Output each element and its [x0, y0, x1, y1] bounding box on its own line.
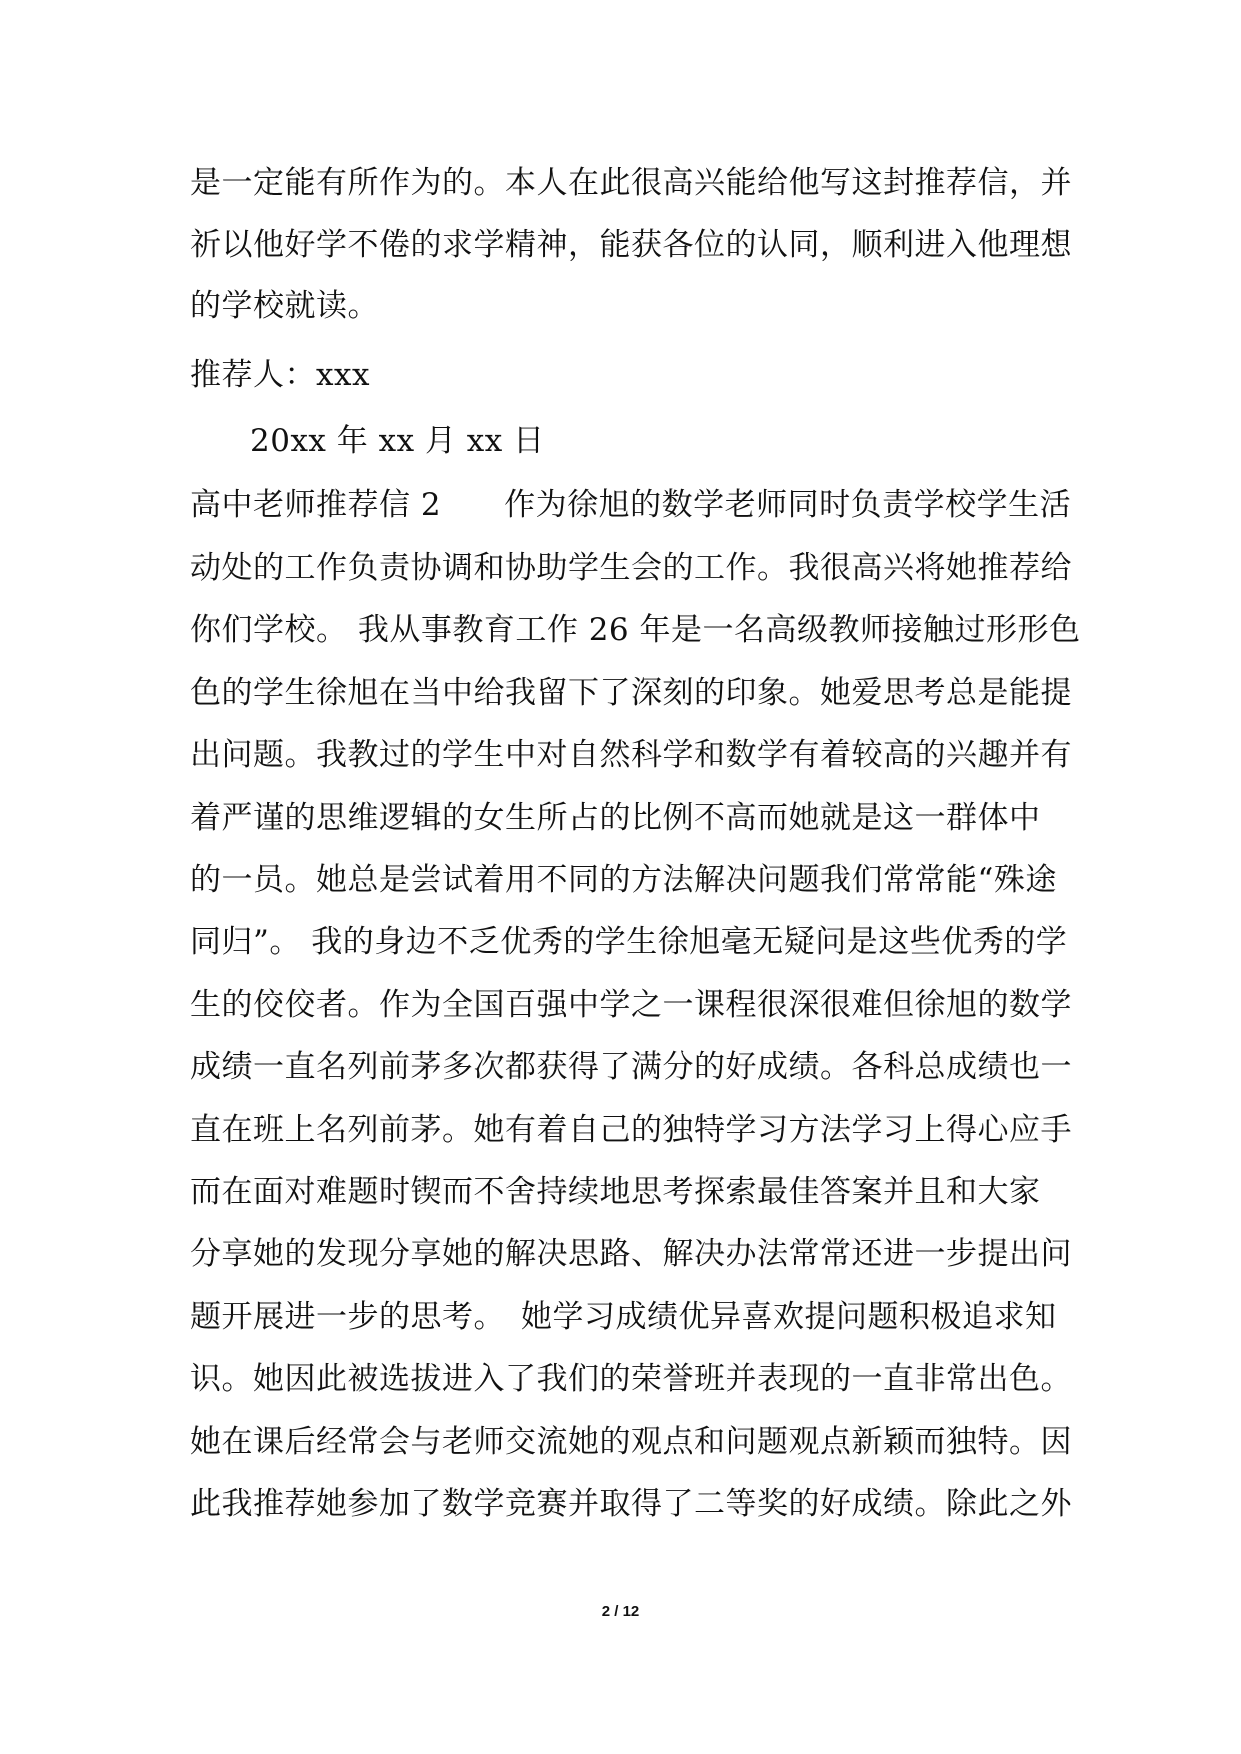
text-line: 高中老师推荐信 2 作为徐旭的数学老师同时负责学校学生活	[190, 487, 1072, 523]
text-line: 你们学校。 我从事教育工作 26 年是一名高级教师接触过形形色	[190, 612, 1081, 648]
text-line: 分享她的发现分享她的解决思路、解决办法常常还进一步提出问	[190, 1236, 1072, 1272]
text-line: 题开展进一步的思考。 她学习成绩优异喜欢提问题积极追求知	[190, 1299, 1057, 1335]
text-line: 的一员。她总是尝试着用不同的方法解决问题我们常常能“殊途	[190, 862, 1057, 898]
text-line: 而在面对难题时锲而不舍持续地思考探索最佳答案并且和大家	[190, 1174, 1041, 1210]
text-line: 着严谨的思维逻辑的女生所占的比例不高而她就是这一群体中	[190, 800, 1041, 836]
text-line: 的学校就读。	[190, 288, 379, 324]
text-line: 直在班上名列前茅。她有着自己的独特学习方法学习上得心应手	[190, 1112, 1072, 1148]
text-line: 出问题。我教过的学生中对自然科学和数学有着较高的兴趣并有	[190, 737, 1072, 773]
date-line: 20xx 年 xx 月 xx 日	[250, 423, 545, 459]
text-line: 她在课后经常会与老师交流她的观点和问题观点新颖而独特。因	[190, 1424, 1072, 1460]
text-line: 同归”。 我的身边不乏优秀的学生徐旭毫无疑问是这些优秀的学	[190, 924, 1068, 960]
text-line: 是一定能有所作为的。本人在此很高兴能给他写这封推荐信，并	[190, 165, 1072, 201]
text-line: 此我推荐她参加了数学竞赛并取得了二等奖的好成绩。除此之外	[190, 1486, 1072, 1522]
signature-line: 推荐人：xxx	[190, 357, 370, 393]
text-line: 成绩一直名列前茅多次都获得了满分的好成绩。各科总成绩也一	[190, 1049, 1072, 1085]
text-line: 生的佼佼者。作为全国百强中学之一课程很深很难但徐旭的数学	[190, 987, 1072, 1023]
text-line: 动处的工作负责协调和协助学生会的工作。我很高兴将她推荐给	[190, 550, 1072, 586]
page-number: 2 / 12	[601, 1603, 640, 1620]
text-line: 祈以他好学不倦的求学精神，能获各位的认同，顺利进入他理想	[190, 227, 1072, 263]
text-line: 识。她因此被选拔进入了我们的荣誉班并表现的一直非常出色。	[190, 1361, 1072, 1397]
text-line: 色的学生徐旭在当中给我留下了深刻的印象。她爱思考总是能提	[190, 675, 1072, 711]
